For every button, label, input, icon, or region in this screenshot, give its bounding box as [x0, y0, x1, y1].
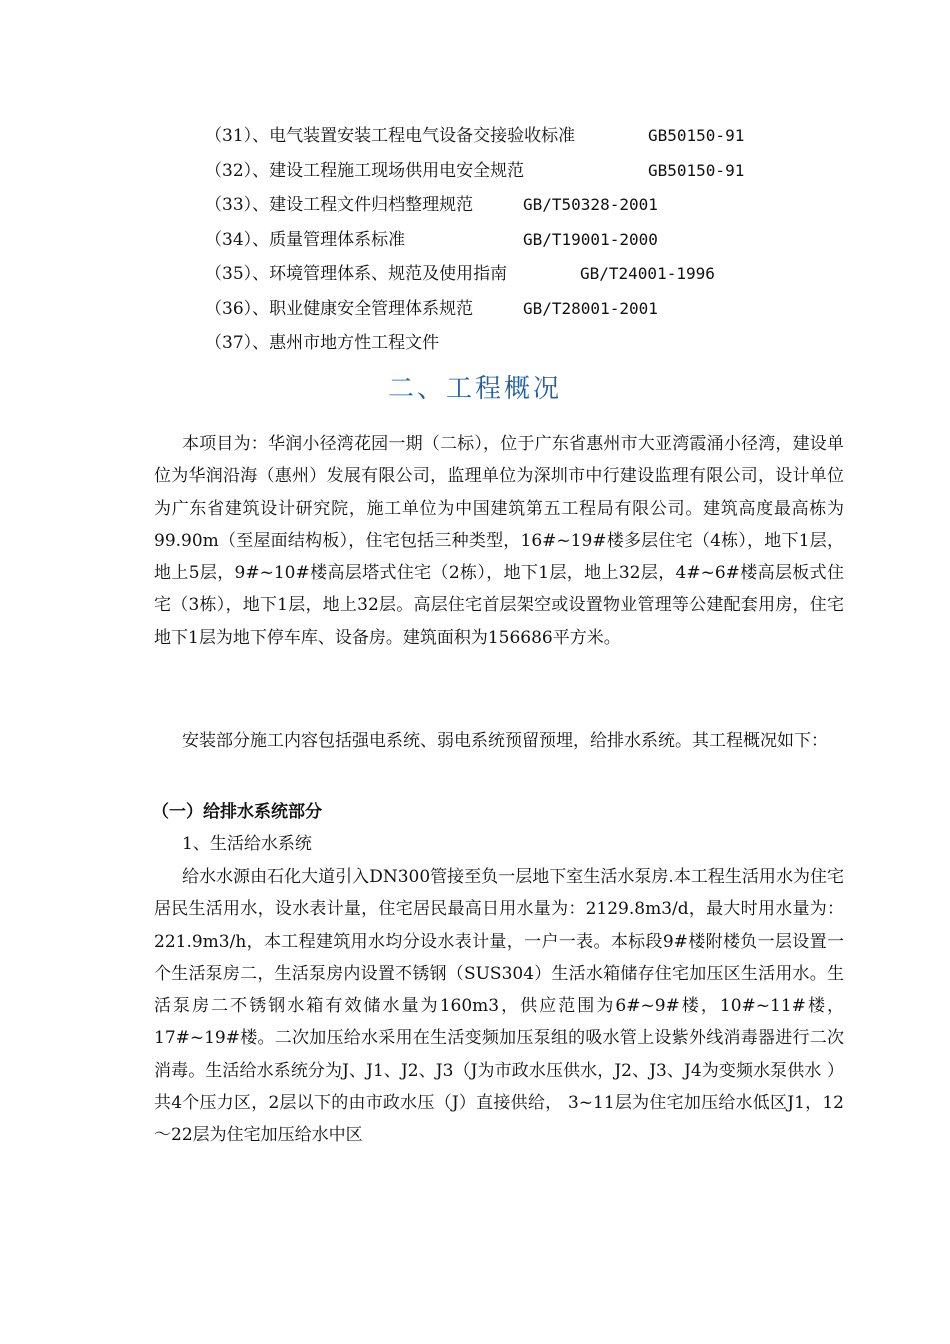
standard-name: （36）、职业健康安全管理体系规范	[205, 299, 474, 319]
standard-name: （32）、建设工程施工现场供用电安全规范	[205, 161, 525, 181]
standard-code: GB/T24001-1996	[580, 264, 715, 283]
scope-paragraph: 安装部分施工内容包括强电系统、弱电系统预留预埋，给排水系统。其工程概况如下：	[182, 731, 828, 751]
standard-name: （33）、建设工程文件归档整理规范	[205, 195, 474, 215]
standard-code: GB/T50328-2001	[523, 195, 658, 214]
water-supply-paragraph: 给水水源由石化大道引入DN300管接至负一层地下室生活水泵房.本工程生活用水为住宅居民生活用水，设水表计量，住宅居民最高日用水量为：2129.8m3/d，最大时用水量为：221.9m3/h，本工程建筑用水均分设水表计量，一户一表。本标段9#楼附楼负一层设置一个生活泵房二，生活泵房内设置不锈钢（SUS304）生活水箱储存住宅加压区生活用水。生活泵房二不锈钢水箱有效储水量为160m3，供应范围为6#~9#楼，10#~11#楼，17#~19#楼。二次加压给水采用在生活变频加压泵组的吸水管上设紫外线消毒器进行二次消毒。生活给水系统分为J、J1、J2、J3（J为市政水压供水，J2、J3、J4为变频水泵供水 ）共4个压力区，2层以下的由市政水压（J）直接供给， 3~11层为住宅加压给水低区J1，12～22层为住宅加压给水中区	[154, 867, 844, 1146]
standard-item-36	[205, 293, 658, 325]
standard-code: GB/T19001-2000	[523, 230, 658, 249]
subsection-heading: （一）给排水系统部分	[152, 802, 322, 822]
standard-name: （35）、环境管理体系、规范及使用指南	[205, 264, 508, 284]
item-title: 1、生活给水系统	[182, 834, 312, 854]
standard-item-35	[205, 258, 715, 290]
standard-code: GB50150-91	[648, 126, 745, 145]
standard-item-33	[205, 189, 658, 221]
standard-code: GB/T28001-2001	[523, 299, 658, 318]
standard-name: （37）、惠州市地方性工程文件	[205, 333, 440, 353]
section-title: 二、工程概况	[387, 374, 562, 404]
standard-item-32	[205, 155, 745, 187]
standard-name: （31）、电气装置安装工程电气设备交接验收标准	[205, 126, 576, 146]
standard-code: GB50150-91	[648, 161, 745, 180]
overview-paragraph: 本项目为：华润小径湾花园一期（二标），位于广东省惠州市大亚湾霞涌小径湾，建设单位为华润沿海（惠州）发展有限公司，监理单位为深圳市中行建设监理有限公司，设计单位为广东省建筑设计研究院，施工单位为中国建筑第五工程局有限公司。建筑高度最高栋为99.90m（至屋面结构板），住宅包括三种类型，16#~19#楼多层住宅（4栋），地下1层，地上5层，9#~10#楼高层塔式住宅（2栋），地下1层，地上32层，4#~6#楼高层板式住宅（3栋），地下1层，地上32层。高层住宅首层架空或设置物业管理等公建配套用房，住宅地下1层为地下停车库、设备房。建筑面积为156686平方米。	[154, 434, 844, 648]
standard-item-31	[205, 120, 745, 152]
standard-item-34	[205, 224, 658, 256]
standard-item-37	[205, 327, 439, 359]
standard-name: （34）、质量管理体系标准	[205, 230, 406, 250]
